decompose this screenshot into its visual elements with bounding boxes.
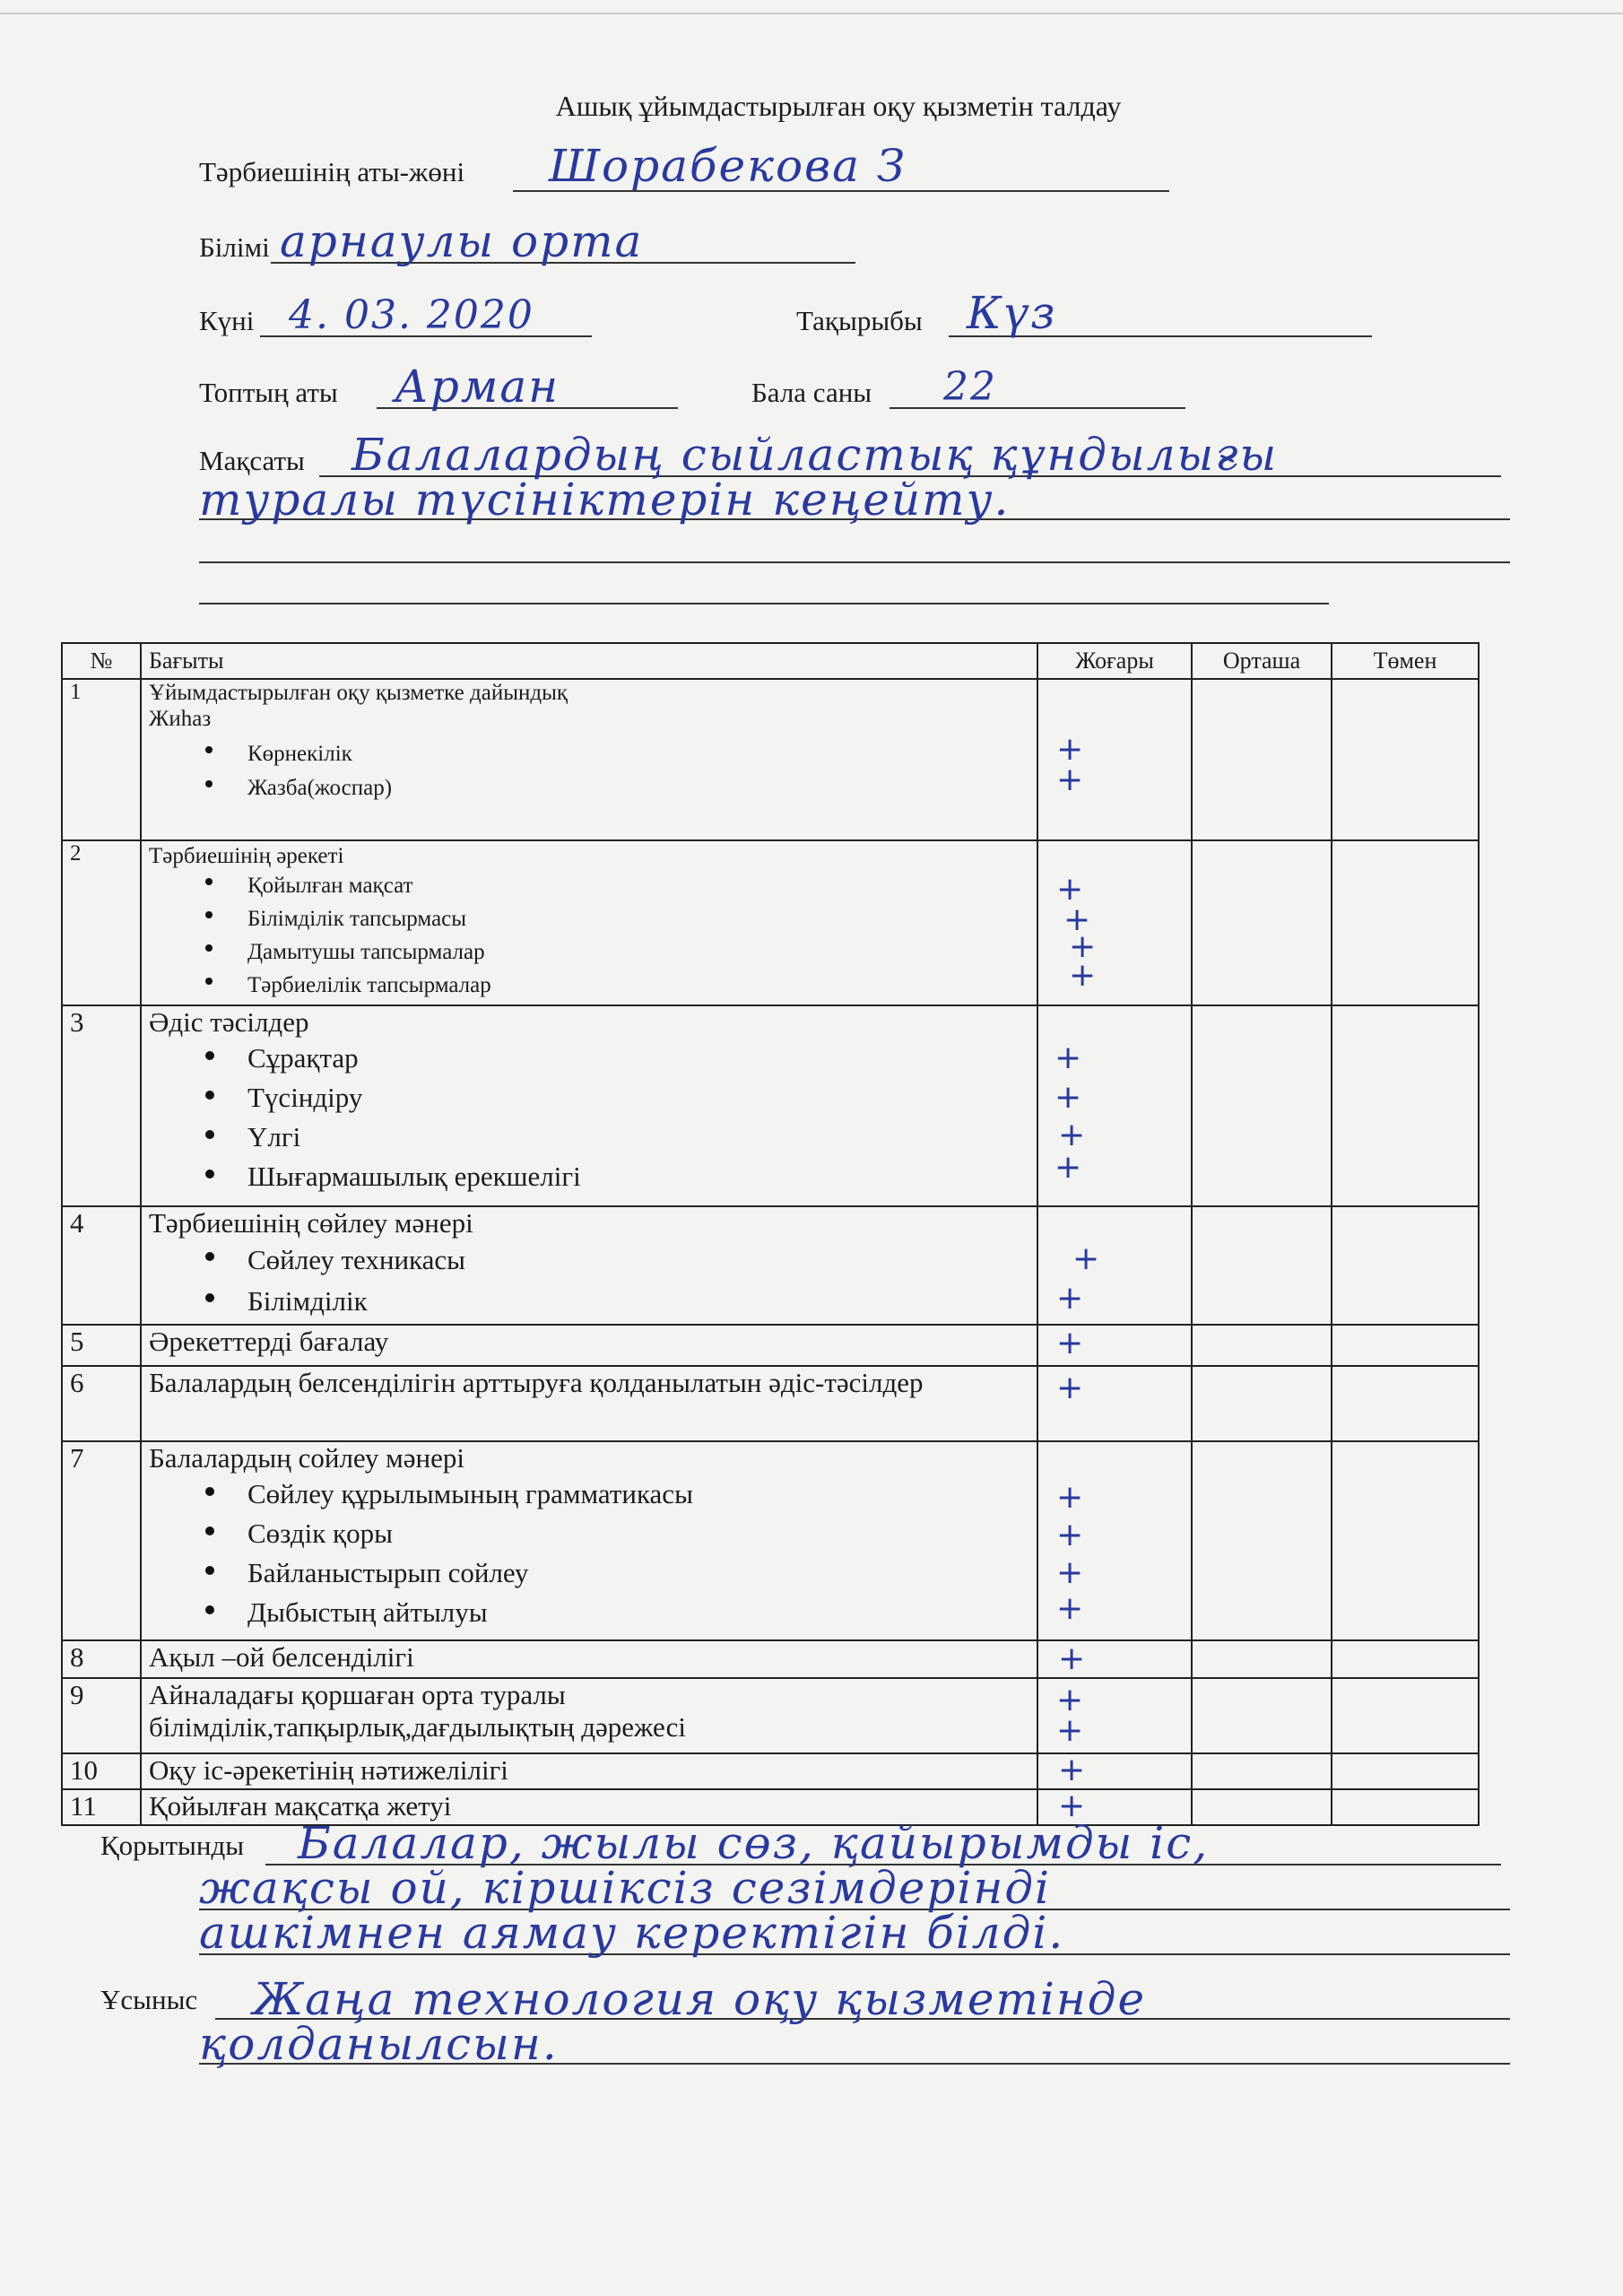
row-title: Әрекеттерді бағалау: [149, 1326, 389, 1357]
children-value: 22: [943, 364, 997, 410]
row-title: Айналадағы қоршаған орта туралы білімділік,тапқырлық,дағдылықтың дәрежесі: [149, 1679, 686, 1743]
check-mark: +: [1056, 1280, 1084, 1317]
table-row: [62, 1441, 1479, 1640]
row-content: [141, 1206, 1037, 1325]
table-row: [62, 679, 1479, 840]
cell-low: [1332, 840, 1479, 1005]
row-content: [141, 1640, 1037, 1678]
cell-high: [1037, 1325, 1192, 1366]
goal-label: Мақсаты: [199, 445, 305, 476]
check-mark: +: [1056, 1479, 1084, 1516]
check-mark: +: [1072, 1240, 1100, 1277]
list-item: Тәрбиелілік тапсырмалар: [149, 969, 1029, 1002]
cell-medium: [1192, 1005, 1332, 1206]
table-header-row: [62, 643, 1479, 679]
cell-low: [1332, 1206, 1479, 1325]
row-number: 8: [62, 1640, 141, 1678]
conclusion-label: Қорытынды: [100, 1830, 245, 1861]
cell-high: [1037, 1678, 1192, 1753]
check-mark: +: [1063, 901, 1091, 938]
check-mark: +: [1056, 1554, 1084, 1591]
check-mark: +: [1056, 1590, 1084, 1627]
list-item: Көрнекілік: [149, 737, 1029, 771]
cell-high: [1037, 1640, 1192, 1678]
proposal-value-1: Жаңа технология оқу қызметінде: [253, 1973, 1147, 2025]
evaluation-table: [61, 642, 1480, 1826]
row-title: Қойылған мақсатқа жетуі: [149, 1790, 452, 1822]
conclusion-value-1: Балалар, жылы сөз, қайырымды іс,: [298, 1817, 1210, 1869]
group-label: Топтың аты: [199, 377, 338, 408]
cell-medium: [1192, 1366, 1332, 1441]
children-label: Бала саны: [751, 377, 872, 408]
cell-medium: [1192, 1206, 1332, 1325]
cell-high: [1037, 1366, 1192, 1441]
row-number: 3: [62, 1005, 141, 1206]
cell-low: [1332, 1366, 1479, 1441]
row-number: 1: [62, 679, 141, 840]
row-number: 7: [62, 1441, 141, 1640]
header-direction: Бағыты: [141, 643, 1037, 679]
row-content: [141, 1005, 1037, 1206]
row-title: Әдіс тәсілдер: [149, 1006, 309, 1038]
check-mark: +: [1069, 957, 1097, 994]
education-label: Білімі: [199, 231, 270, 263]
cell-medium: [1192, 1789, 1332, 1825]
date-label: Күні: [199, 305, 255, 336]
conclusion-value-2: жақсы ой, кіршіксіз сезімдерінді: [199, 1862, 1052, 1914]
cell-low: [1332, 1789, 1479, 1825]
table-row: [62, 1640, 1479, 1678]
date-value: 4. 03. 2020: [289, 292, 534, 338]
check-mark: +: [1056, 1370, 1084, 1406]
cell-low: [1332, 1678, 1479, 1753]
cell-low: [1332, 1005, 1479, 1206]
cell-medium: [1192, 1678, 1332, 1753]
table-row: [62, 1753, 1479, 1789]
document-title: Ашық ұйымдастырылған оқу қызметін талдау: [555, 90, 1122, 122]
list-item: Сөздік қоры: [149, 1514, 1029, 1553]
table-row: [62, 840, 1479, 1005]
table-row: [62, 1005, 1479, 1206]
row-title: Балалардың сойлеу мәнері: [149, 1442, 464, 1474]
check-mark: +: [1056, 1682, 1084, 1718]
check-mark: +: [1056, 761, 1084, 798]
list-item: Қойылған мақсат: [149, 869, 1029, 902]
check-mark: +: [1056, 731, 1084, 768]
header-high: Жоғары: [1037, 643, 1192, 679]
row-number: 6: [62, 1366, 141, 1441]
list-item: Сөйлеу құрылымының грамматикасы: [149, 1474, 1029, 1514]
row-number: 10: [62, 1753, 141, 1789]
proposal-label: Ұсыныс: [100, 1984, 198, 2015]
cell-medium: [1192, 1325, 1332, 1366]
goal-line-4: [199, 603, 1329, 604]
list-item: Түсіндіру: [149, 1078, 1029, 1118]
row-number: 4: [62, 1206, 141, 1325]
row-number: 11: [62, 1789, 141, 1825]
list-item: Сұрақтар: [149, 1039, 1029, 1078]
topic-label: Тақырыбы: [796, 305, 923, 336]
cell-medium: [1192, 1640, 1332, 1678]
list-item: Дыбыстың айтылуы: [149, 1593, 1029, 1632]
cell-high: [1037, 1005, 1192, 1206]
list-item: Жазба(жоспар): [149, 771, 1029, 805]
table-row: [62, 1325, 1479, 1366]
table-row: [62, 1206, 1479, 1325]
row-title: Тәрбиешінің сөйлеу мәнері: [149, 1207, 473, 1239]
teacher-label: Тәрбиешінің аты-жөні: [199, 156, 465, 187]
row-number: 2: [62, 840, 141, 1005]
list-item: Байланыстырып сойлеу: [149, 1553, 1029, 1593]
cell-low: [1332, 1640, 1479, 1678]
cell-low: [1332, 679, 1479, 840]
group-value: Арман: [395, 361, 560, 413]
teacher-value: Шорабекова З: [549, 140, 907, 192]
cell-high: [1037, 1441, 1192, 1640]
table-row: [62, 1366, 1479, 1441]
check-mark: +: [1055, 1039, 1082, 1076]
row-subtitle: Жиһаз: [149, 707, 212, 731]
education-value: арнаулы орта: [280, 215, 644, 267]
check-mark: +: [1055, 1149, 1082, 1186]
cell-low: [1332, 1441, 1479, 1640]
row-content: [141, 840, 1037, 1005]
check-mark: +: [1058, 1787, 1086, 1824]
list-item: Сөйлеу техникасы: [149, 1239, 1029, 1281]
row-title: Оқу іс-әрекетінің нәтижелілігі: [149, 1754, 508, 1786]
row-number: 9: [62, 1678, 141, 1753]
scan-edge: [0, 13, 1623, 14]
row-content: [141, 1366, 1037, 1441]
row-content: [141, 1678, 1037, 1753]
list-item: Дамытушы тапсырмалар: [149, 935, 1029, 969]
cell-medium: [1192, 1441, 1332, 1640]
goal-value-1: Балалардың сыйластық құндылығы: [352, 429, 1279, 481]
check-mark: +: [1056, 1517, 1084, 1553]
table-row: [62, 1678, 1479, 1753]
list-item: Білімділік: [149, 1281, 1029, 1322]
check-mark: +: [1058, 1640, 1086, 1677]
list-item: Үлгі: [149, 1118, 1029, 1157]
topic-value: Күз: [967, 287, 1057, 339]
row-title: Тәрбиешінің әрекеті: [149, 844, 344, 868]
check-mark: +: [1058, 1117, 1086, 1153]
check-mark: +: [1069, 928, 1097, 965]
check-mark: +: [1056, 1712, 1084, 1749]
conclusion-value-3: ашкімнен аямау керектігін білді.: [199, 1907, 1065, 1959]
goal-value-2: туралы түсініктерін кеңейту.: [199, 474, 1011, 526]
cell-medium: [1192, 1753, 1332, 1789]
list-item: Білімділік тапсырмасы: [149, 902, 1029, 935]
list-item: Шығармашылық ерекшелігі: [149, 1157, 1029, 1196]
row-content: [141, 1753, 1037, 1789]
check-mark: +: [1056, 1325, 1084, 1361]
cell-high: [1037, 1753, 1192, 1789]
cell-low: [1332, 1753, 1479, 1789]
cell-low: [1332, 1325, 1479, 1366]
goal-line-3: [199, 561, 1510, 563]
header-low: Төмен: [1332, 643, 1479, 679]
cell-medium: [1192, 679, 1332, 840]
children-line: [890, 407, 1185, 409]
header-number: №: [62, 643, 141, 679]
row-title: Ақыл –ой белсенділігі: [149, 1641, 414, 1673]
check-mark: +: [1055, 1079, 1082, 1116]
cell-high: [1037, 1206, 1192, 1325]
cell-high: [1037, 840, 1192, 1005]
check-mark: +: [1058, 1752, 1086, 1788]
cell-high: [1037, 679, 1192, 840]
cell-medium: [1192, 840, 1332, 1005]
row-content: [141, 1441, 1037, 1640]
row-content: [141, 1325, 1037, 1366]
check-mark: +: [1056, 871, 1084, 908]
proposal-value-2: қолданылсын.: [199, 2018, 559, 2070]
row-title: Ұйымдастырылған оқу қызметке дайындық: [149, 681, 568, 705]
row-title: Балалардың белсенділігін арттыруға қолданылатын әдіс-тәсілдер: [149, 1367, 924, 1398]
row-number: 5: [62, 1325, 141, 1366]
header-medium: Орташа: [1192, 643, 1332, 679]
row-content: [141, 679, 1037, 840]
